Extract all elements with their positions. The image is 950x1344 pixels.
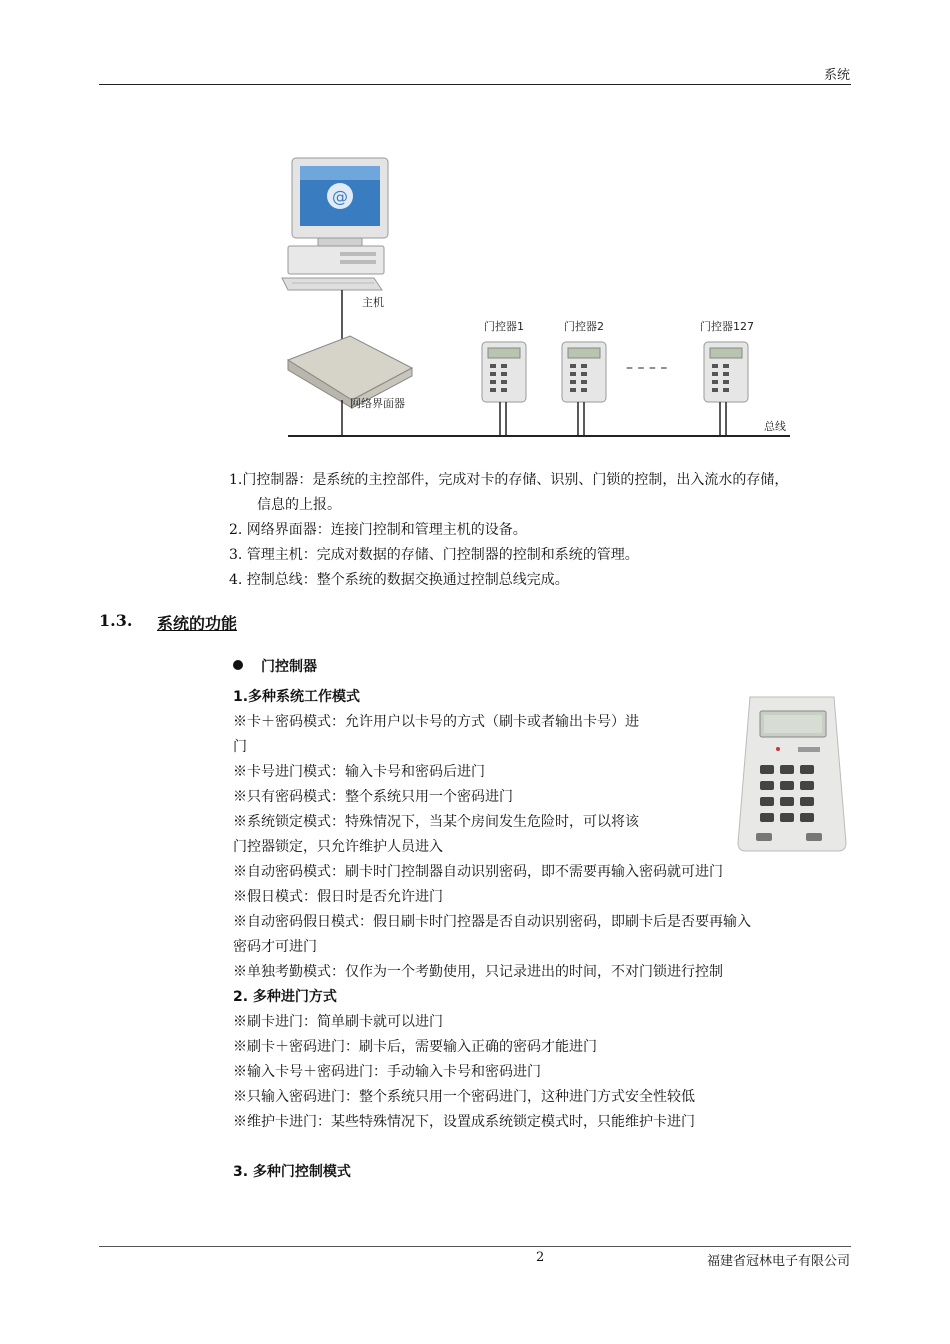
entry-line: ※刷卡进门：简单刷卡就可以进门 [233,1014,443,1030]
entry-line: ※输入卡号＋密码进门：手动输入卡号和密码进门 [233,1064,541,1080]
entry-line: ※维护卡进门：某些特殊情况下，设置成系统锁定模式时，只能维护卡进门 [233,1114,695,1130]
controller-127-illustration [704,342,748,402]
modes-line: ※卡＋密码模式：允许用户以卡号的方式（刷卡或者输出卡号）进 [233,714,639,730]
modes-line: ※假日模式：假日时是否允许进门 [233,889,443,905]
modes-line: 门控器锁定，只允许维护人员进入 [233,839,443,855]
footer-rule [99,1246,851,1247]
bullet-label: 门控制器 [261,659,317,675]
modes-line: ※只有密码模式：整个系统只用一个密码进门 [233,789,513,805]
component-list [229,468,869,593]
component-item-4: 4. 控制总线：整个系统的数据交换通过控制总线完成。 [229,572,569,588]
modes-line: 密码才可进门 [233,939,317,955]
spacer [233,1135,853,1160]
svg-text:@: @ [332,187,348,206]
entry-line: ※只输入密码进门：整个系统只用一个密码进门，这种进门方式安全性较低 [233,1089,695,1105]
controller-ellipsis: – – – – [626,360,668,376]
modes-line: ※系统锁定模式：特殊情况下，当某个房间发生危险时，可以将该 [233,814,639,830]
system-diagram [270,150,810,450]
entry-line: ※刷卡＋密码进门：刷卡后，需要输入正确的密码才能进门 [233,1039,597,1055]
modes-heading: 1.多种系统工作模式 [233,689,361,705]
host-computer-illustration [282,158,388,290]
modes-line: ※自动密码假日模式：假日刷卡时门控器是否自动识别密码，即刷卡后是否要再输入 [233,914,751,930]
bullet-heading [233,656,317,676]
component-item-3: 3. 管理主机：完成对数据的存储、门控制器的控制和系统的管理。 [229,547,639,563]
network-label: 网络界面器 [350,397,405,410]
controller-1-illustration [482,342,526,402]
controller-1-label: 门控器1 [484,320,524,333]
section-title: 系统的功能 [157,614,238,633]
modes-line: ※卡号进门模式：输入卡号和密码后进门 [233,764,485,780]
host-label: 主机 [362,296,384,309]
modes-line: 门 [233,739,247,755]
component-item-1-continuation: 信息的上报。 [257,497,341,513]
header-rule [99,84,851,85]
controller-2-label: 门控器2 [564,320,604,333]
modes-line: ※自动密码模式：刷卡时门控制器自动识别密码，即不需要再输入密码就可进门 [233,864,723,880]
footer-company: 福建省冠林电子有限公司 [706,1254,850,1269]
controller-2-illustration [562,342,606,402]
header-title: 系统 [823,68,850,83]
bus-label: 总线 [764,420,786,433]
page-number: 2 [536,1250,545,1265]
controller-127-label: 门控器127 [700,320,754,333]
bullet-dot-icon [233,660,243,670]
entry-heading: 2. 多种进门方式 [233,989,337,1005]
keypad-controller-photo [730,693,852,856]
component-item-2: 2. 网络界面器：连接门控制和管理主机的设备。 [229,522,527,538]
modes-line: ※单独考勤模式：仅作为一个考勤使用，只记录进出的时间，不对门锁进行控制 [233,964,723,980]
control-heading: 3. 多种门控制模式 [233,1164,351,1180]
section-number: 1.3. [99,611,133,630]
component-item-1: 1.门控制器：是系统的主控部件，完成对卡的存储、识别、门锁的控制，出入流水的存储， [229,472,789,488]
